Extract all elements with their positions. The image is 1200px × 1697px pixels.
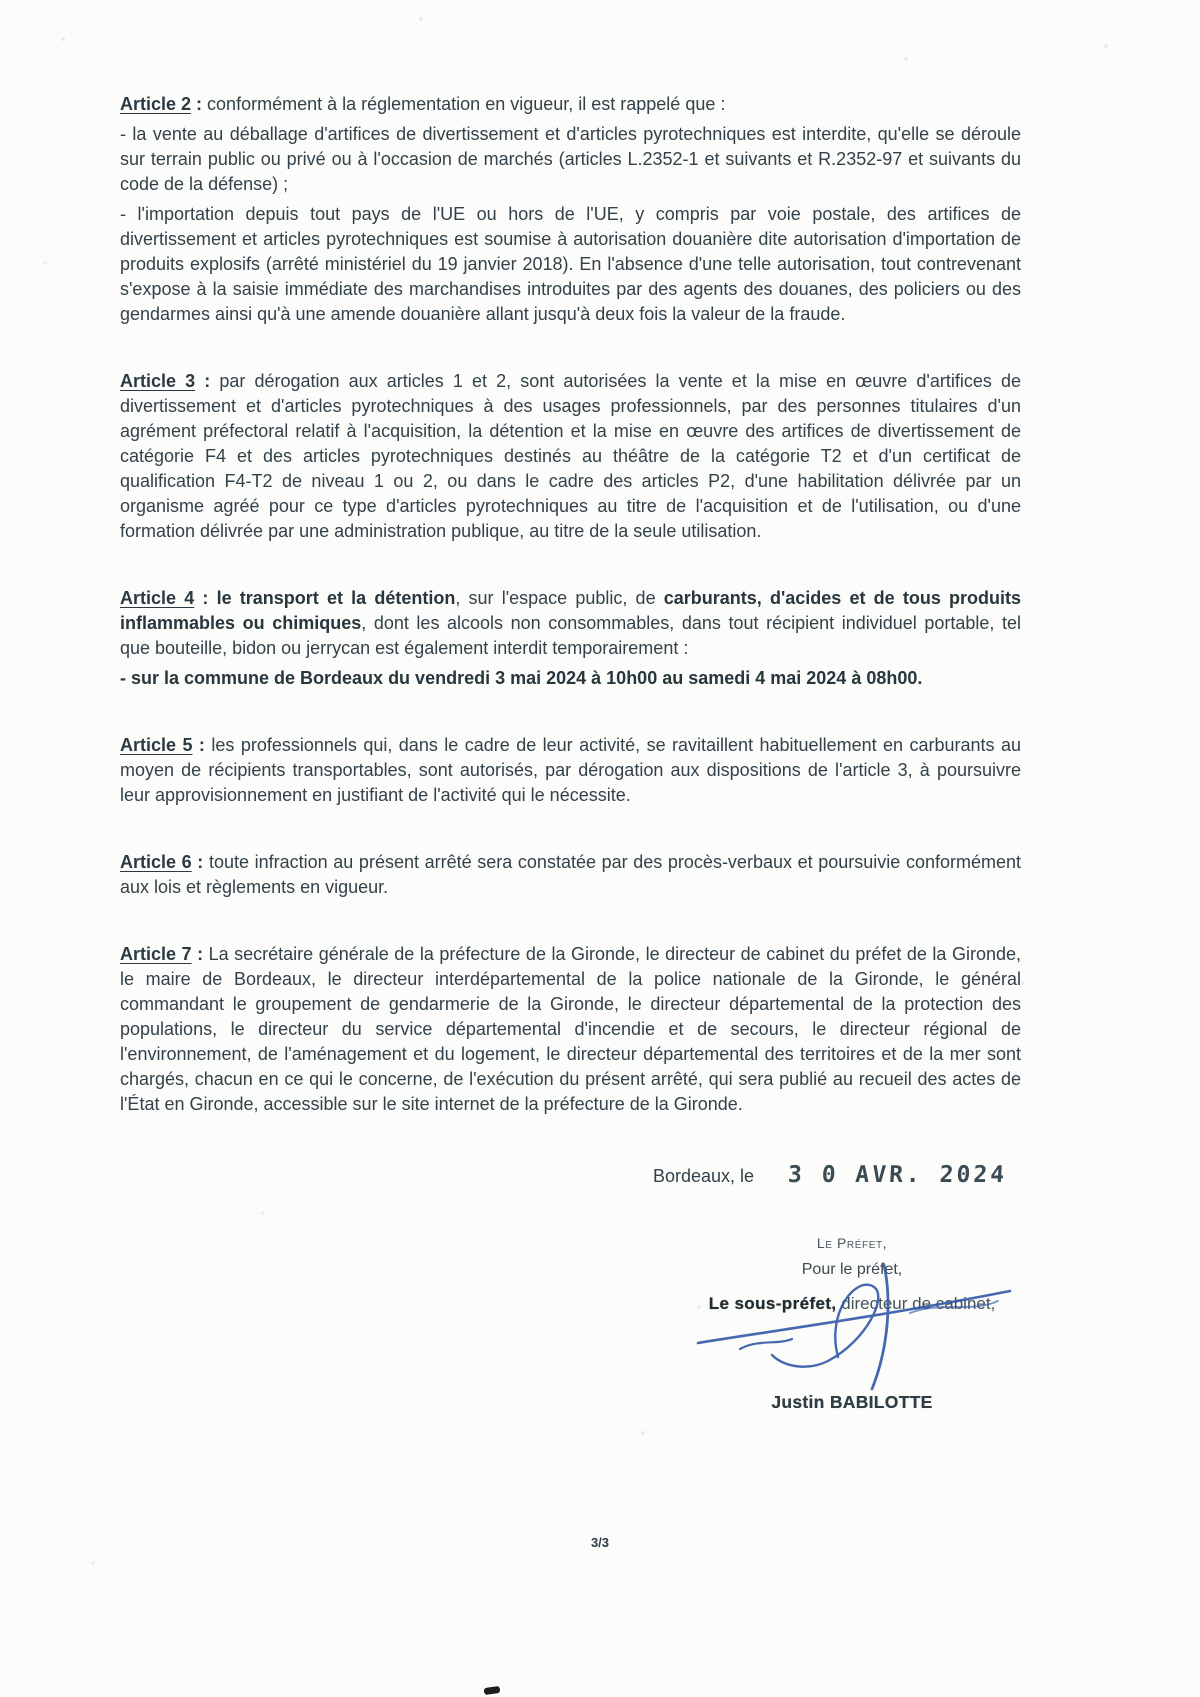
article-2-heading <box>120 92 1021 117</box>
article-5-separator: : <box>192 735 212 755</box>
page-number: 3/3 <box>590 1535 610 1550</box>
article-2-label: Article 2 <box>120 94 192 114</box>
article-2-separator: : <box>191 94 208 114</box>
article-6-label: Article 6 <box>120 852 192 872</box>
scan-artifact <box>484 1686 501 1695</box>
signatory-name: Justin BABILOTTE <box>771 1392 933 1412</box>
article-5 <box>120 733 1021 808</box>
article-2-intro: conformément à la réglementation en vigueur, il est rappelé que : <box>207 94 726 114</box>
article-4-text-2: , dont les alcools non consommables, dans tout récipient individuel portable, tel que bouteille, bidon ou jerrycan est également interdit temporairement : <box>120 613 1022 658</box>
date-stamp: 3 0 AVR. 2024 <box>787 1162 1008 1188</box>
scan-noise <box>0 0 2 2</box>
signature-role-bold: Le sous-préfet, <box>708 1294 837 1313</box>
article-5-text: les professionnels qui, dans le cadre de leur activité, se ravitaillent habituellement en carburants au moyen de récipients transportables, sont autorisés, par dérogation aux dispositions de l'article 3, à poursuivre leur approvisionnement en justifiant de l'activité qui le nécessite. <box>120 735 1022 805</box>
article-4-separator: : <box>194 588 217 608</box>
article-4-label: Article 4 <box>120 588 195 608</box>
article-7 <box>120 942 1021 1117</box>
document-body <box>120 92 1021 1415</box>
article-4-bold-phrase-1: le transport et la détention <box>216 588 456 608</box>
article-6-separator: : <box>191 852 209 872</box>
article-4-paragraph <box>120 586 1021 661</box>
article-6-paragraph <box>120 850 1021 900</box>
dateline <box>653 1163 1021 1189</box>
article-6-text: toute infraction au présent arrêté sera constatée par des procès-verbaux et poursuivie conformément aux lois et règlements en vigueur. <box>120 852 1021 897</box>
article-7-separator: : <box>191 944 209 964</box>
article-5-label: Article 5 <box>120 735 193 755</box>
article-6 <box>120 850 1021 900</box>
article-3-paragraph <box>120 369 1021 544</box>
article-3-label: Article 3 <box>120 371 196 391</box>
article-2-paragraph-2: - l'importation depuis tout pays de l'UE ou hors de l'UE, y compris par voie postale, des artifices de divertissement et articles pyrotechniques est soumise à autorisation douanière dite autorisation d'importation de produits explosifs (arrêté ministériel du 19 janvier 2018). En l'absence d'une telle autorisation, tout contrevenant s'expose à la saisie immédiate des marchandises introduites par des agents des douanes, des policiers ou des gendarmes ainsi qu'à une amende douanière allant jusqu'à deux fois la valeur de la fraude. <box>120 204 1021 324</box>
article-3-separator: : <box>195 371 220 391</box>
article-3-text: par dérogation aux articles 1 et 2, sont autorisées la vente et la mise en œuvre d'artifices de divertissement et d'articles pyrotechniques à des usages professionnels, par des personnes titulaires d'un agrément préfectoral relatif à l'acquisition, la détention et la mise en œuvre des artifices de divertissement de catégorie F4 et des articles pyrotechniques destinés au théâtre de la catégorie T2 et d'un certificat de qualification F4-T2 de niveau 1 ou 2, ou dans le cadre des articles P2, d'une habilitation délivrée par un organisme agréé pour ce type d'articles pyrotechniques au titre de l'acquisition et de l'utilisation, ou d'une formation délivrée par une administration publique, au titre de la seule utilisation. <box>120 371 1021 541</box>
article-4-text-1: , sur l'espace public, de <box>455 588 664 608</box>
signature-role-line <box>632 1291 1072 1316</box>
article-7-label: Article 7 <box>120 944 192 964</box>
article-7-paragraph <box>120 942 1021 1117</box>
article-5-paragraph <box>120 733 1021 808</box>
article-4-bold-phrase-2: carburants, d'acides et de tous produits inflammables ou chimiques <box>120 588 1022 633</box>
article-7-text: La secrétaire générale de la préfecture de la Gironde, le directeur de cabinet du préfet de la Gironde, le maire de Bordeaux, le directeur interdépartemental de la police nationale de la Gironde, le général commandant le groupement de gendarmerie de la Gironde, le directeur départemental de la protection des populations, le directeur du service départemental d'incendie et de secours, le directeur régional de l'environnement, de l'aménagement et du logement, le directeur départemental des territoires et de la mer sont chargés, chacun en ce qui le concerne, de l'exécution du présent arrêté, qui sera publié au recueil des actes de l'État en Gironde, accessible sur le site internet de la préfecture de la Gironde. <box>120 944 1021 1114</box>
article-2-paragraph-1: - la vente au déballage d'artifices de divertissement et d'articles pyrotechniques est interdite, qu'elle se déroule sur terrain public ou privé ou à l'occasion de marchés (articles L.2352-1 et suivants et R.2352-97 et suivants du code de la défense) ; <box>120 124 1021 194</box>
dateline-place: Bordeaux, le <box>653 1166 755 1186</box>
article-2 <box>120 92 1021 327</box>
signature-block <box>632 1231 1072 1415</box>
article-4 <box>120 586 1021 691</box>
signature-for-line: Pour le préfet, <box>801 1261 903 1278</box>
article-4-bold-line: - sur la commune de Bordeaux du vendredi 3 mai 2024 à 10h00 au samedi 4 mai 2024 à 08h00. <box>120 668 923 688</box>
signature-role-rest: directeur de cabinet, <box>836 1294 996 1313</box>
signature-title: Le Préfet, <box>816 1235 888 1251</box>
article-3 <box>120 369 1021 544</box>
